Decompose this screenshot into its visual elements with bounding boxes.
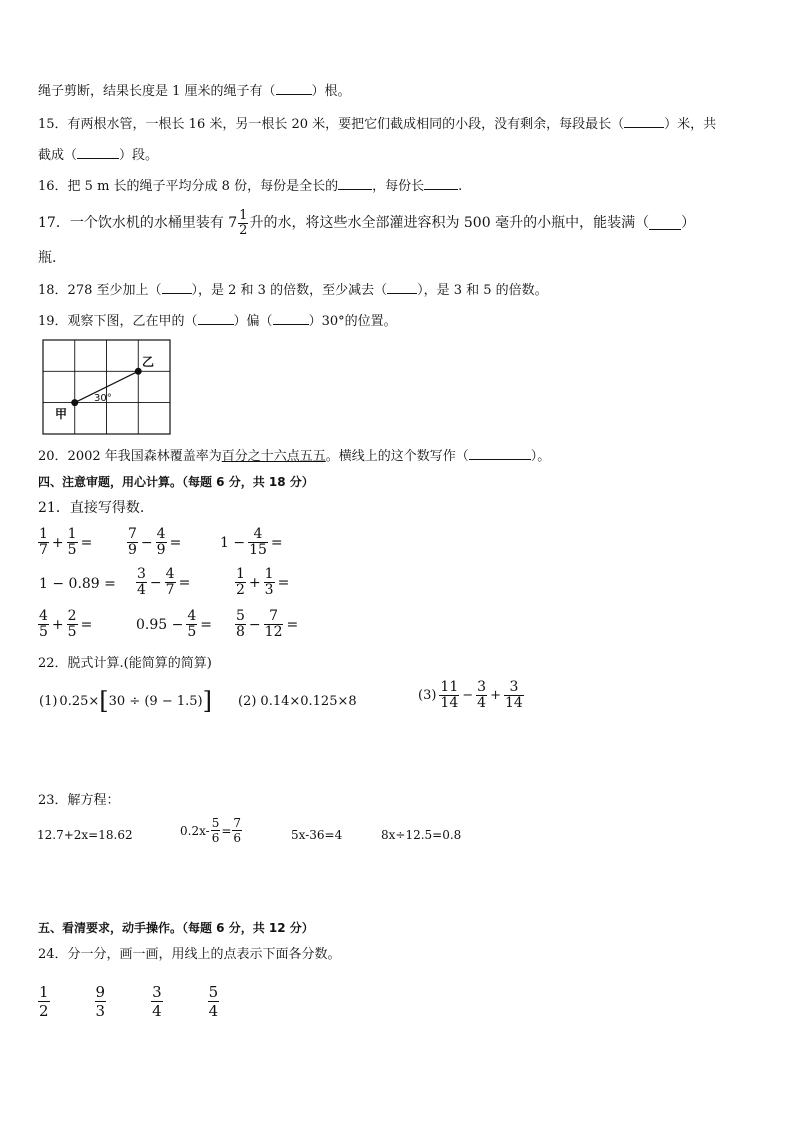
section-4-heading: 四、注意审题，用心计算。（每题 6 分，共 18 分） [38,475,314,489]
answer-blank[interactable] [469,447,531,460]
equation-item: 0.2x- $\frac{5}{6}$ = $\frac{7}{6}$ [180,816,242,845]
calc-item: (2) 0.14×0.125×8 [238,693,357,709]
answer-blank[interactable] [624,115,664,128]
answer-blank[interactable] [649,217,681,230]
equation-item: 8x÷12.5=0.8 [381,828,462,842]
calc-item: (1) 0.25× [ 30 ÷ (9 − 1.5) ] [39,687,212,715]
point-jia [71,399,78,406]
calc-item: (3) 11 14 − $\frac{3}{4}$ + $\frac{3}{14}$ [418,679,523,711]
answer-blank[interactable] [424,177,458,190]
question-14-continuation: 绳子剪断，结果长度是 1 厘米的绳子有（ ）根。 [38,84,351,99]
fraction-list [37,983,220,1020]
question-24: 24．分一分，画一画，用线上的点表示下面各分数。 [38,947,341,962]
question-21: 21．直接写得数. [38,500,145,516]
question-15-line2: 截成（ ）段。 [38,148,159,163]
mixed-fraction: 1 2 [239,207,248,238]
question-20: 20．2002 年我国森林覆盖率为百分之十六点五五。横线上的这个数写作（ ）。 [38,449,551,464]
label-yi: 乙 [142,355,155,369]
equation-item: 12.7+2x=18.62 [37,828,133,842]
answer-blank[interactable] [387,281,417,294]
calc-item: 1 7 + $\frac{1}{5}$ = [39,526,93,558]
question-16: 16．把 5 m 长的绳子平均分成 8 份，每份是全长的 ，每份长 . [38,179,463,194]
fraction-1-2: 1 2 [39,983,49,1020]
calc-item: 5 8 − $\frac{7}{12}$ = [236,608,299,640]
answer-blank[interactable] [198,312,234,325]
calc-item: 1 − $\frac{4}{15}$ = [220,526,283,558]
calc-item: 7 9 − $\frac{4}{9}$ = [128,526,182,558]
question-18: 18．278 至少加上（ ），是 2 和 3 的倍数，至少减去（ ），是 3 和 5 的倍数。 [38,283,548,298]
question-22: 22．脱式计算.(能简算的简算) [38,656,212,671]
question-23: 23．解方程： [38,793,120,808]
calc-item: 4 5 + $\frac{2}{5}$ = [39,608,93,640]
question-17: 17．一个饮水机的水桶里装有 7 1 2 升的水，将这些水全部灌进容积为 500 毫升的小瓶中，能装满（ ） [38,207,696,238]
fraction-3-4: 3 4 [152,983,162,1020]
calc-item: 3 4 − $\frac{4}{7}$ = [137,566,191,598]
equation-item: 5x-36=4 [291,828,343,842]
calc-item: 1 2 + $\frac{1}{3}$ = [236,566,290,598]
angle-label: 30° [94,393,112,404]
answer-blank[interactable] [77,146,119,159]
question-19: 19．观察下图，乙在甲的（ ）偏（ ）30°的位置。 [38,314,397,329]
section-5-heading: 五、看清要求，动手操作。（每题 6 分，共 12 分） [38,921,314,935]
direction-grid-diagram [42,339,172,437]
answer-blank[interactable] [273,312,309,325]
answer-blank[interactable] [162,281,192,294]
question-17-line2: 瓶. [38,250,57,266]
answer-blank[interactable] [276,82,312,95]
calc-item: 0.95 − $\frac{4}{5}$ = [136,608,213,640]
fraction-5-4: 5 4 [208,983,219,1020]
fraction-9-3: 9 3 [95,983,106,1020]
calc-item: 1 − 0.89 = [39,576,116,592]
label-jia: 甲 [55,407,68,421]
point-yi [135,368,142,375]
question-15: 15．有两根水管，一根长 16 米，另一根长 20 米，要把它们截成相同的小段，没有剩余，每段最长（ ）米，共 [38,117,717,132]
answer-blank[interactable] [338,177,372,190]
